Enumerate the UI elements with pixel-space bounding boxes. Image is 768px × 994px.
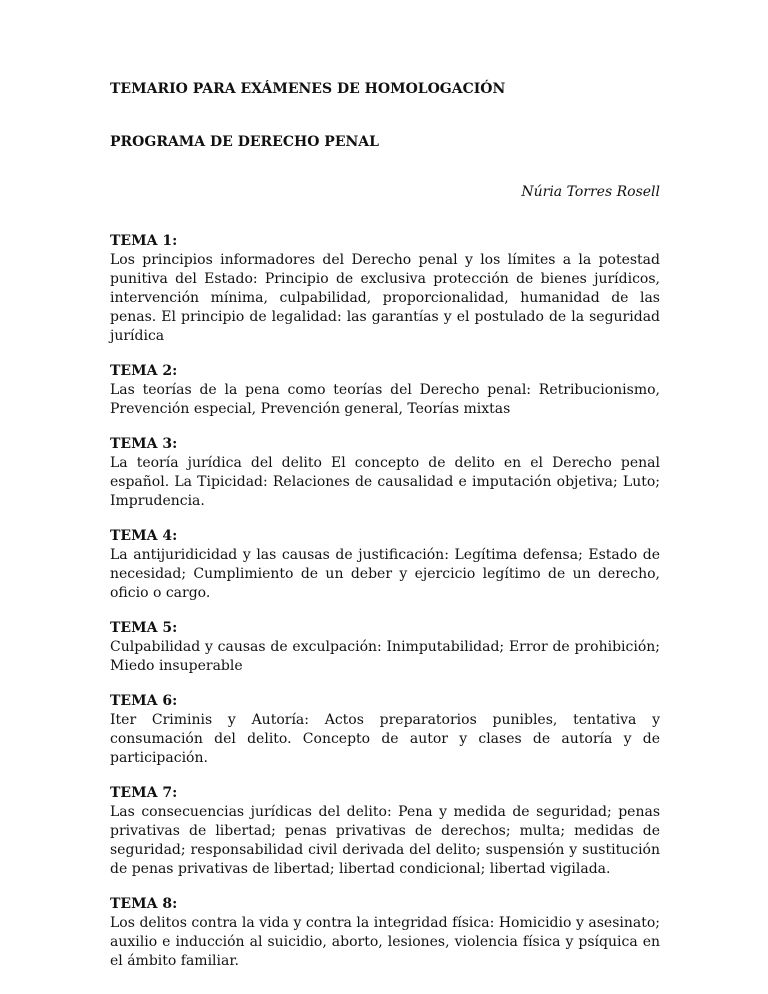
topic-8 — [110, 895, 660, 971]
topic-heading: TEMA 4: — [110, 528, 178, 544]
topic-2 — [110, 362, 660, 419]
topic-body: La teoría jurídica del delito El concepto de delito en el Derecho penal español. La Tipicidad: Relaciones de causalidad e imputación objetiva; Luto; Imprudencia. — [110, 455, 660, 509]
document-subtitle: PROGRAMA DE DERECHO PENAL — [110, 134, 379, 150]
topic-heading: TEMA 2: — [110, 363, 178, 379]
topic-heading: TEMA 6: — [110, 693, 178, 709]
topic-7 — [110, 784, 660, 879]
topic-body: Los principios informadores del Derecho penal y los límites a la potestad punitiva del Estado: Principio de exclusiva protección de bienes jurídicos, intervención mínima, culpabilidad, proporcionalidad, humanidad de las penas. El principio de legalidad: las garantías y el postulado de la seguridad jurídica — [110, 252, 660, 344]
topic-5 — [110, 619, 660, 676]
topic-3 — [110, 435, 660, 511]
topic-heading: TEMA 5: — [110, 620, 178, 636]
topic-4 — [110, 527, 660, 603]
topic-body: Los delitos contra la vida y contra la integridad física: Homicidio y asesinato; auxilio e inducción al suicidio, aborto, lesiones, violencia física y psíquica en el ámbito familiar. — [110, 915, 660, 969]
topic-body: Las consecuencias jurídicas del delito: Pena y medida de seguridad; penas privativas de libertad; penas privativas de derechos; multa; medidas de seguridad; responsabilidad civil derivada del delito; suspensión y sustitución de penas privativas de libertad; libertad condicional; libertad vigilada. — [110, 804, 660, 877]
topic-6 — [110, 692, 660, 768]
topic-body: Culpabilidad y causas de exculpación: Inimputabilidad; Error de prohibición; Miedo insuperable — [110, 639, 660, 674]
topic-list — [110, 232, 660, 987]
topic-heading: TEMA 8: — [110, 896, 178, 912]
topic-body: La antijuridicidad y las causas de justificación: Legítima defensa; Estado de necesidad; Cumplimiento de un deber y ejercicio legítimo de un derecho, oficio o cargo. — [110, 547, 660, 601]
topic-heading: TEMA 7: — [110, 785, 178, 801]
topic-1 — [110, 232, 660, 346]
topic-body: Iter Criminis y Autoría: Actos preparatorios punibles, tentativa y consumación del delito. Concepto de autor y clases de autoría y de participación. — [110, 712, 660, 766]
topic-heading: TEMA 3: — [110, 436, 178, 452]
topic-body: Las teorías de la pena como teorías del Derecho penal: Retribucionismo, Prevención especial, Prevención general, Teorías mixtas — [110, 382, 660, 417]
document-title: TEMARIO PARA EXÁMENES DE HOMOLOGACIÓN — [110, 81, 506, 97]
document-author: Núria Torres Rosell — [521, 184, 660, 200]
topic-heading: TEMA 1: — [110, 233, 178, 249]
